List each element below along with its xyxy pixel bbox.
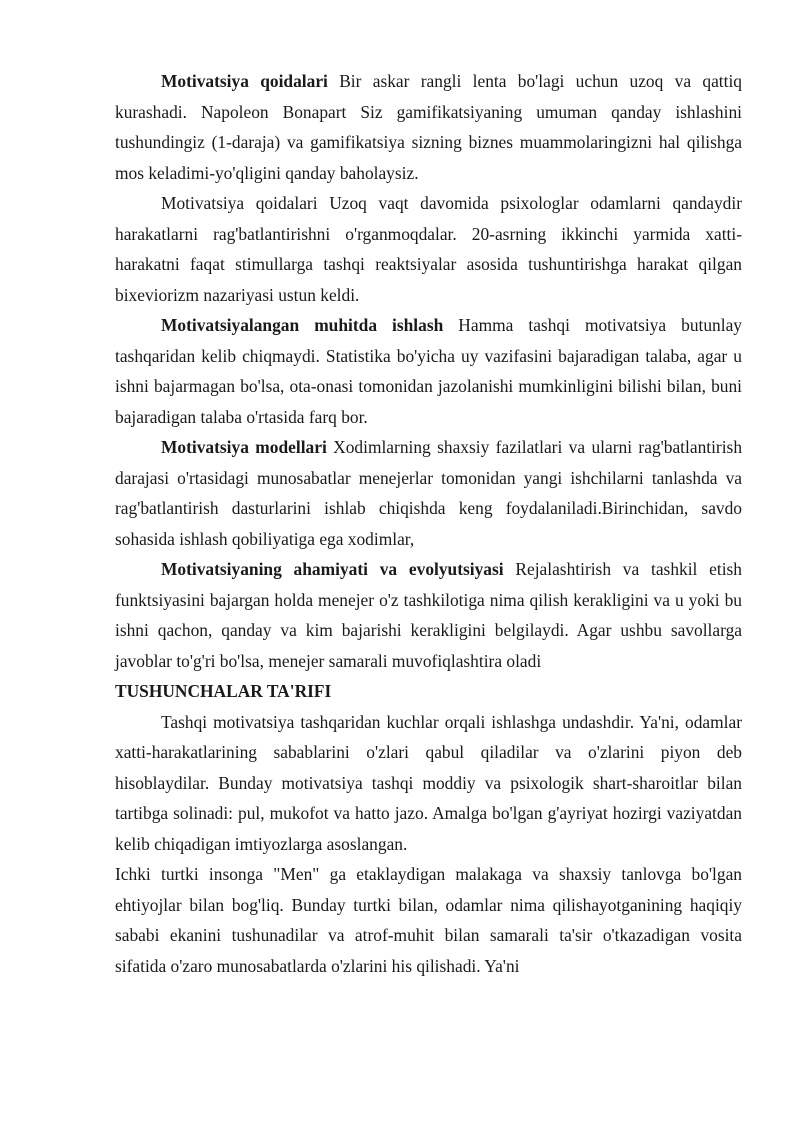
paragraph-heading: Motivatsiyalangan muhitda ishlash bbox=[161, 315, 444, 335]
paragraph-text: Hamma tashqi motivatsiya butunlay tashqaridan kelib chiqmaydi. Statistika bo'yicha uy vazifasini bajaradigan talaba, agar u ishni bajarmagan bo'lsa, ota-onasi tomonidan jazolanishi mumkinligini bilishi bilan, buni bajaradigan talaba o'rtasida farq bor. bbox=[115, 315, 742, 427]
paragraph-psixologlar bbox=[115, 188, 742, 310]
paragraph-heading: Motivatsiyaning ahamiyati va evolyutsiyasi bbox=[161, 559, 504, 579]
paragraph-text: Motivatsiya qoidalari Uzoq vaqt davomida psixologlar odamlarni qandaydir harakatlarni rag'batlantirishni o'rganmoqdalar. 20-asrning ikkinchi yarmida xatti-harakatni faqat stimullarga tashqi reaktsiyalar asosida tushuntirishga harakat qilgan bixeviorizm nazariyasi ustun keldi. bbox=[115, 193, 742, 305]
paragraph-motivatsiyalangan-muhit bbox=[115, 310, 742, 432]
paragraph-text: Rejalashtirish va tashkil etish funktsiyasini bajargan holda menejer o'z tashkilotiga nima qilish kerakligini va u yoki bu ishni qachon, qanday va kim bajarishi kerakligini belgilaydi. Agar ushbu savollarga javoblar to'g'ri bo'lsa, menejer samarali muvofiqlashtira oladi bbox=[115, 559, 743, 671]
paragraph-text: Tashqi motivatsiya tashqaridan kuchlar orqali ishlashga undashdir. Ya'ni, odamlar xatti-harakatlarining sabablarini o'zlari qabul qiladilar va o'zlarini piyon deb hisoblaydilar. Bunday motivatsiya tashqi moddiy va psixologik shart-sharoitlar bilan tartibga solinadi: pul, mukofot va hatto jazo. Amalga bo'lgan g'ayriyat hozirgi vaziyatdan kelib chiqadigan imtiyozlarga asoslangan. bbox=[115, 711, 742, 854]
paragraph-heading: Motivatsiya modellari bbox=[161, 437, 327, 457]
paragraph-heading: Motivatsiya qoidalari bbox=[161, 71, 328, 91]
section-heading: TUSHUNCHALAR TA'RIFI bbox=[115, 681, 332, 701]
document-page bbox=[115, 66, 742, 981]
paragraph-motivatsiya-qoidalari bbox=[115, 66, 742, 188]
paragraph-tashqi-motivatsiya bbox=[115, 707, 742, 860]
paragraph-motivatsiya-modellari bbox=[115, 432, 742, 554]
paragraph-text: Bir askar rangli lenta bo'lagi uchun uzoq va qattiq kurashadi. Napoleon Bonapart Siz gamifikatsiyaning umuman qanday ishlashini tushundingiz (1-daraja) va gamifikatsiya sizning biznes muammolaringizni hal qilishga mos keladimi-yo'qligini qanday baholaysiz. bbox=[115, 71, 742, 183]
paragraph-ahamiyati-evolyutsiyasi bbox=[115, 554, 742, 676]
paragraph-text: Ichki turtki insonga "Men" ga etaklaydigan malakaga va shaxsiy tanlovga bo'lgan ehtiyojlar bilan bog'liq. Bunday turtki bilan, odamlar nima qilishayotganining haqiqiy sababi ekanini tushunadilar va atrof-muhit bilan samarali ta'sir o'tkazadigan vosita sifatida o'zaro munosabatlarda o'zlarini his qilishadi. Ya'ni bbox=[115, 864, 742, 976]
paragraph-text: Xodimlarning shaxsiy fazilatlari va ularni rag'batlantirish darajasi o'rtasidagi munosabatlar menejerlar tomonidan yangi ishchilarni tanlashda va rag'batlantirish dasturlarini ishlab chiqishda keng foydalaniladi.Birinchidan, savdo sohasida ishlash qobiliyatiga ega xodimlar, bbox=[115, 437, 743, 549]
paragraph-ichki-turtki bbox=[115, 859, 742, 981]
